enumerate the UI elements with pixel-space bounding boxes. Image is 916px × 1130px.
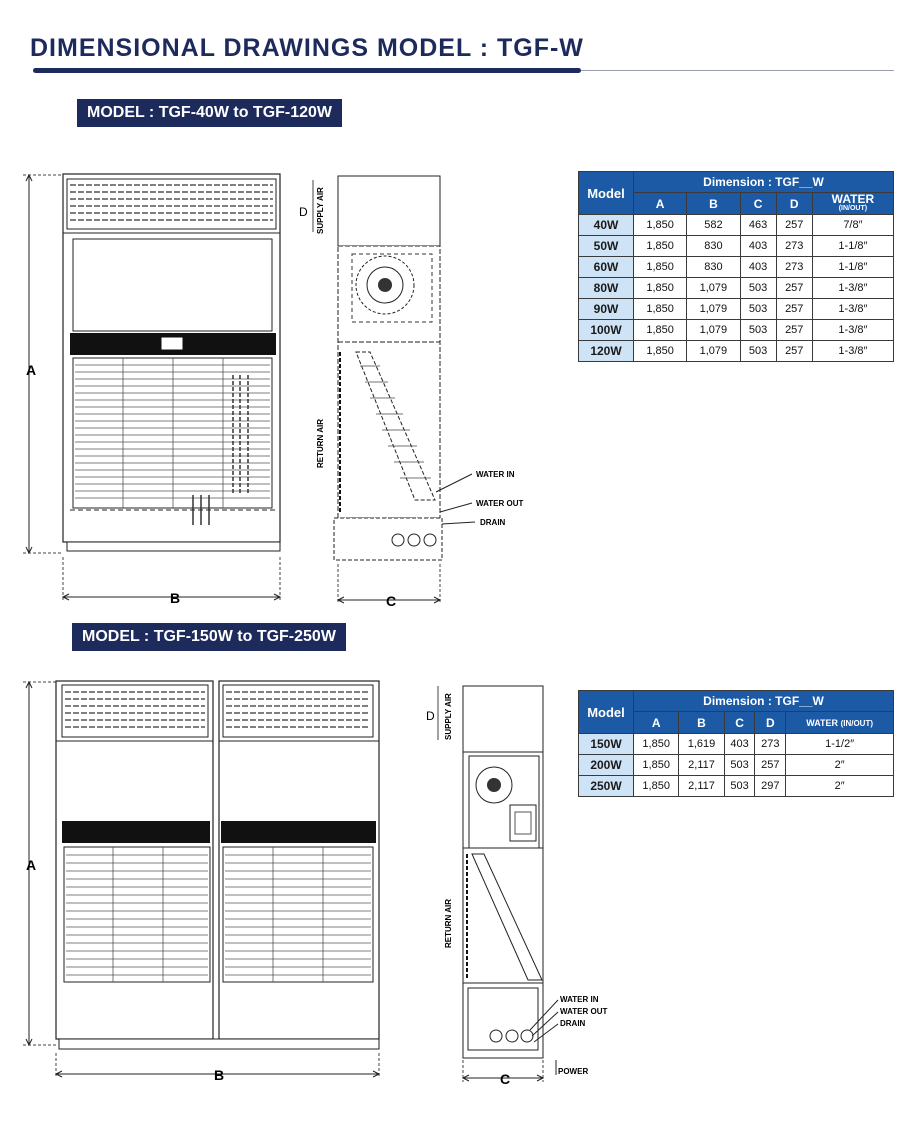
cell-water: 7/8″ xyxy=(812,215,893,236)
cell-c: 403 xyxy=(724,734,755,755)
table-row xyxy=(579,320,894,341)
model-cell: 60W xyxy=(579,257,634,278)
col-d-header: D xyxy=(776,193,812,215)
dim-d-label: D xyxy=(426,709,435,723)
cell-d: 297 xyxy=(755,776,786,797)
table-row xyxy=(579,776,894,797)
dimension-table-2 xyxy=(578,690,894,797)
cell-a: 1,850 xyxy=(634,236,687,257)
water-in-label: WATER IN xyxy=(476,470,515,479)
table-row xyxy=(579,215,894,236)
dimension-table-1 xyxy=(578,171,894,362)
dim-d-label: D xyxy=(299,205,308,219)
cell-c: 503 xyxy=(740,341,776,362)
dimension-group-header: Dimension : TGF__W xyxy=(634,691,894,712)
col-a-header: A xyxy=(634,193,687,215)
table-row xyxy=(579,257,894,278)
cell-water: 1-3/8″ xyxy=(812,299,893,320)
cell-water: 1-3/8″ xyxy=(812,341,893,362)
model-cell: 150W xyxy=(579,734,634,755)
supply-air-label: SUPPLY AIR xyxy=(444,693,453,740)
power-label: POWER xyxy=(558,1067,589,1076)
cell-d: 257 xyxy=(776,215,812,236)
page-title: DIMENSIONAL DRAWINGS MODEL : TGF-W xyxy=(30,34,584,62)
return-air-label: RETURN AIR xyxy=(444,898,453,948)
model-cell: 100W xyxy=(579,320,634,341)
model-cell: 90W xyxy=(579,299,634,320)
cell-water: 1-3/8″ xyxy=(812,278,893,299)
dim-b-label: B xyxy=(170,590,181,606)
col-a-header: A xyxy=(634,712,679,734)
cell-a: 1,850 xyxy=(634,278,687,299)
cell-c: 503 xyxy=(724,776,755,797)
supply-air-label: SUPPLY AIR xyxy=(316,187,325,234)
cell-a: 1,850 xyxy=(634,299,687,320)
cell-b: 1,079 xyxy=(687,299,740,320)
cell-b: 1,079 xyxy=(687,320,740,341)
water-subheader: (IN/OUT) xyxy=(838,205,868,212)
cell-water: 1-1/8″ xyxy=(812,257,893,278)
col-c-header: C xyxy=(724,712,755,734)
title-rule xyxy=(581,70,894,71)
model-header: Model xyxy=(579,172,634,215)
cell-b: 2,117 xyxy=(679,755,724,776)
front-view-small-unit xyxy=(18,165,298,610)
model-cell: 250W xyxy=(579,776,634,797)
cell-a: 1,850 xyxy=(634,320,687,341)
cell-a: 1,850 xyxy=(634,755,679,776)
model-cell: 200W xyxy=(579,755,634,776)
col-water-header xyxy=(786,712,894,734)
model-cell: 120W xyxy=(579,341,634,362)
cell-c: 503 xyxy=(740,320,776,341)
cell-water: 1-1/8″ xyxy=(812,236,893,257)
water-out-label: WATER OUT xyxy=(476,499,524,508)
drain-label: DRAIN xyxy=(560,1019,586,1028)
cell-d: 257 xyxy=(776,341,812,362)
dim-c-label: C xyxy=(500,1071,511,1087)
front-view-large-unit xyxy=(18,675,388,1090)
cell-b: 830 xyxy=(687,236,740,257)
cell-b: 830 xyxy=(687,257,740,278)
cell-d: 273 xyxy=(776,236,812,257)
water-in-label: WATER IN xyxy=(560,995,599,1004)
cell-b: 582 xyxy=(687,215,740,236)
col-b-header: B xyxy=(687,193,740,215)
col-water-header xyxy=(812,193,893,215)
cell-b: 2,117 xyxy=(679,776,724,797)
cell-c: 503 xyxy=(724,755,755,776)
title-underline xyxy=(33,68,581,73)
cell-d: 257 xyxy=(776,278,812,299)
table-row xyxy=(579,734,894,755)
cell-b: 1,619 xyxy=(679,734,724,755)
dimension-group-header: Dimension : TGF__W xyxy=(634,172,894,193)
cell-c: 403 xyxy=(740,257,776,278)
cell-c: 463 xyxy=(740,215,776,236)
dim-c-label: C xyxy=(386,593,397,609)
dim-b-label: B xyxy=(214,1067,225,1083)
cell-d: 257 xyxy=(776,320,812,341)
table-row xyxy=(579,299,894,320)
water-out-label: WATER OUT xyxy=(560,1007,608,1016)
cell-c: 503 xyxy=(740,278,776,299)
cell-water: 1-1/2″ xyxy=(786,734,894,755)
cell-b: 1,079 xyxy=(687,341,740,362)
cell-d: 257 xyxy=(776,299,812,320)
model-cell: 50W xyxy=(579,236,634,257)
cell-c: 403 xyxy=(740,236,776,257)
water-header: WATER xyxy=(831,192,875,206)
water-header: WATER xyxy=(806,717,839,728)
col-c-header: C xyxy=(740,193,776,215)
cell-d: 273 xyxy=(755,734,786,755)
cell-a: 1,850 xyxy=(634,734,679,755)
cell-a: 1,850 xyxy=(634,257,687,278)
drain-label: DRAIN xyxy=(480,518,506,527)
section1-heading: MODEL : TGF-40W to TGF-120W xyxy=(77,99,342,127)
cell-d: 257 xyxy=(755,755,786,776)
table-row xyxy=(579,341,894,362)
model-cell: 40W xyxy=(579,215,634,236)
water-subheader: (IN/OUT) xyxy=(840,718,873,728)
return-air-label: RETURN AIR xyxy=(316,418,325,468)
section2-heading: MODEL : TGF-150W to TGF-250W xyxy=(72,623,346,651)
cell-water: 1-3/8″ xyxy=(812,320,893,341)
dim-a-label: A xyxy=(26,857,37,873)
model-header: Model xyxy=(579,691,634,734)
table-row xyxy=(579,755,894,776)
table-row xyxy=(579,236,894,257)
col-d-header: D xyxy=(755,712,786,734)
cell-c: 503 xyxy=(740,299,776,320)
cell-a: 1,850 xyxy=(634,776,679,797)
cell-a: 1,850 xyxy=(634,341,687,362)
cell-d: 273 xyxy=(776,257,812,278)
table-row xyxy=(579,278,894,299)
cell-a: 1,850 xyxy=(634,215,687,236)
dim-a-label: A xyxy=(26,362,37,378)
cell-water: 2″ xyxy=(786,776,894,797)
side-view-small-unit xyxy=(299,172,540,612)
col-b-header: B xyxy=(679,712,724,734)
cell-b: 1,079 xyxy=(687,278,740,299)
cell-water: 2″ xyxy=(786,755,894,776)
model-cell: 80W xyxy=(579,278,634,299)
